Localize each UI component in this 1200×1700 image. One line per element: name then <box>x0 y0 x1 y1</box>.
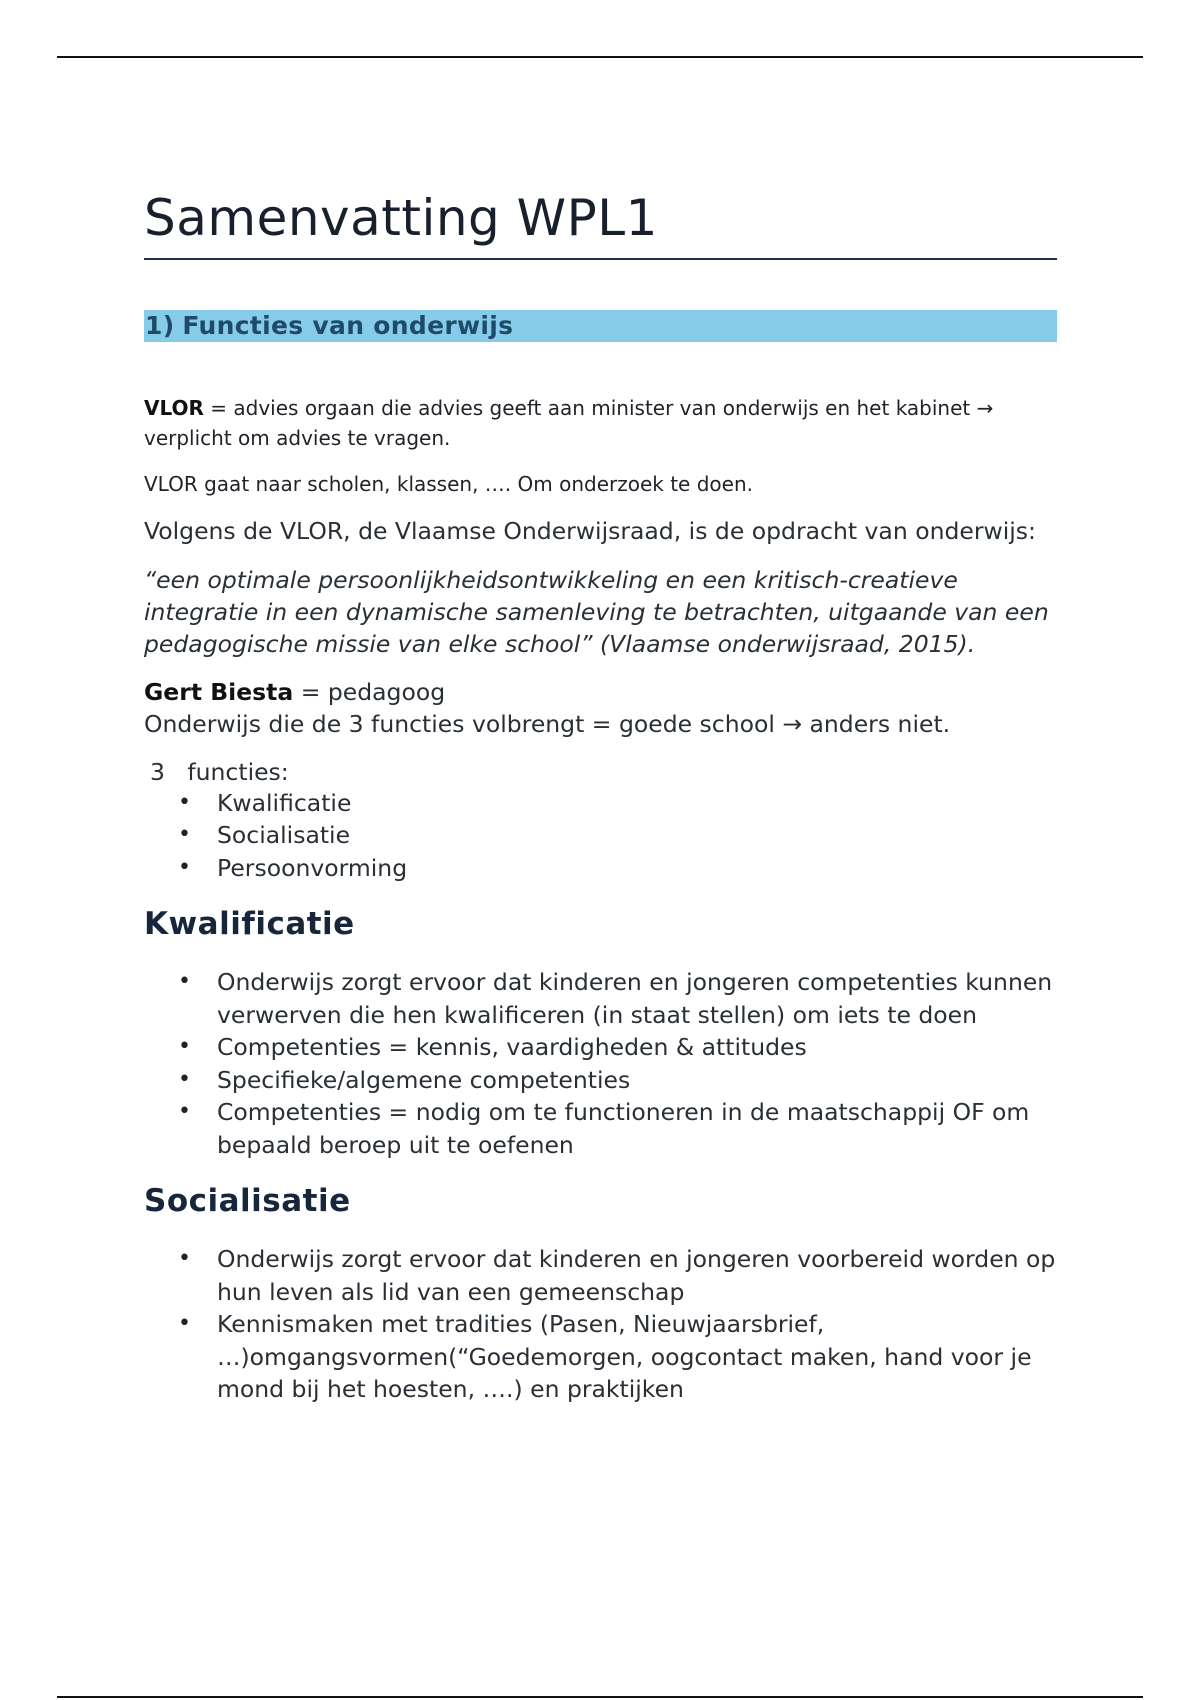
page-bottom-rule <box>57 1696 1143 1698</box>
list-item: • Competenties = kennis, vaardigheden & attitudes <box>144 1031 1057 1064</box>
socialisatie-list <box>144 1243 1057 1406</box>
functions-list <box>144 787 1057 885</box>
list-item: • Socialisatie <box>144 819 1057 852</box>
vlor-intro-text: Volgens de VLOR, de Vlaamse Onderwijsraad, is de opdracht van onderwijs: <box>144 516 1036 545</box>
list-item: • Onderwijs zorgt ervoor dat kinderen en jongeren voorbereid worden op hun leven als lid van een gemeenschap <box>144 1243 1057 1308</box>
list-item: • Kwalificatie <box>144 787 1057 820</box>
biesta-line2: Onderwijs die de 3 functies volbrengt = goede school → anders niet. <box>144 709 951 738</box>
page-top-rule <box>57 56 1143 58</box>
functions-label-text: functies: <box>187 757 289 786</box>
kwalificatie-list <box>144 966 1057 1161</box>
section-heading-text: Functies van onderwijs <box>182 310 514 340</box>
biesta-term: Gert Biesta <box>144 677 294 706</box>
functions-label-number: 3 <box>150 757 165 786</box>
list-item: • Competenties = nodig om te functioneren in de maatschappij OF om bepaald beroep uit te oefenen <box>144 1096 1057 1161</box>
list-item: • Persoonvorming <box>144 852 1057 885</box>
biesta-paragraph <box>144 676 1057 740</box>
section-number: 1) <box>145 310 175 340</box>
vlor-visit-text: VLOR gaat naar scholen, klassen, …. Om onderzoek te doen. <box>144 471 753 496</box>
biesta-text: = pedagoog <box>293 677 446 706</box>
document-title: Samenvatting WPL1 <box>144 190 1057 260</box>
section-heading-functies <box>144 310 1057 342</box>
vlor-term: VLOR <box>144 395 204 420</box>
list-item: • Kennismaken met tradities (Pasen, Nieuwjaarsbrief, …)omgangsvormen(“Goedemorgen, oogcontact maken, hand voor je mond bij het hoesten, ….) en praktijken <box>144 1308 1057 1406</box>
vlor-quote: “een optimale persoonlijkheidsontwikkeling en een kritisch-creatieve integratie in een dynamische samenleving te betrachten, uitgaande van een pedagogische missie van elke school” (Vlaamse onderwijsraad, 2015). <box>144 565 1049 658</box>
functions-label <box>144 756 1057 788</box>
list-item: • Specifieke/algemene competenties <box>144 1064 1057 1097</box>
heading-kwalificatie: Kwalificatie <box>144 906 355 942</box>
heading-socialisatie: Socialisatie <box>144 1183 351 1219</box>
document-page <box>144 190 1057 1406</box>
vlor-definition-text: = advies orgaan die advies geeft aan minister van onderwijs en het kabinet → verplicht om advies te vragen. <box>144 395 994 450</box>
vlor-definition <box>144 393 1057 453</box>
list-item: • Onderwijs zorgt ervoor dat kinderen en jongeren competenties kunnen verwerven die hen kwalificeren (in staat stellen) om iets te doen <box>144 966 1057 1031</box>
